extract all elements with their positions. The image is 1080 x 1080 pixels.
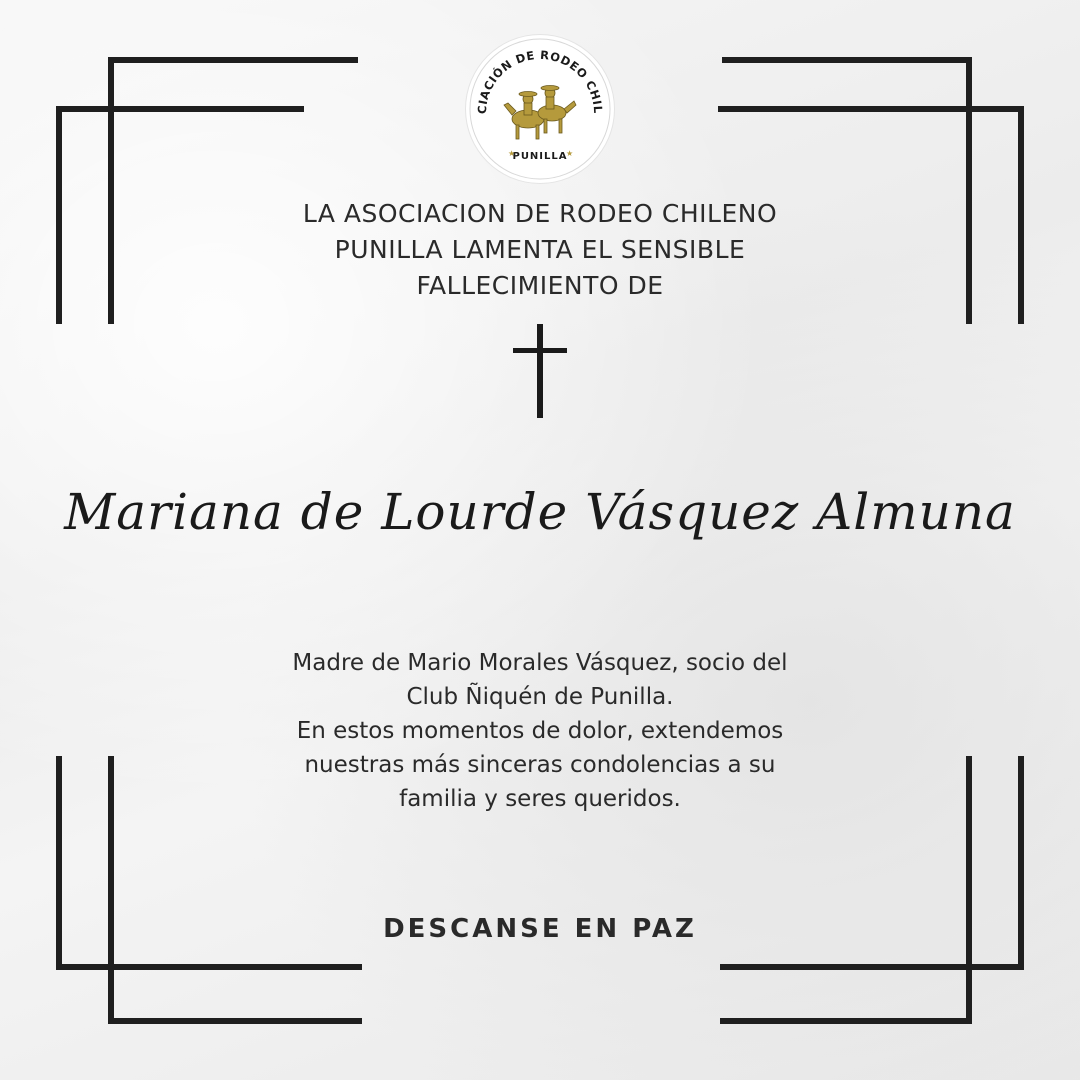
condolence-message: [190, 646, 890, 816]
logo-ring-text: CIACIÓN DE RODEO CHIL: [474, 47, 606, 115]
star-icon: ★: [508, 149, 516, 158]
star-icon: ★: [566, 149, 574, 158]
heading-line: FALLECIMIENTO DE: [416, 271, 664, 300]
association-logo: [466, 35, 614, 183]
message-line: nuestras más sinceras condolencias a su: [304, 752, 776, 778]
message-line: Club Ñiquén de Punilla.: [406, 684, 674, 710]
rodeo-emblem-icon: [466, 35, 614, 183]
heading-line: PUNILLA LAMENTA EL SENSIBLE: [334, 235, 746, 264]
rest-in-peace-text: DESCANSE EN PAZ: [383, 914, 697, 944]
message-line: Madre de Mario Morales Vásquez, socio del: [292, 650, 788, 676]
latin-cross-icon: [513, 324, 567, 418]
heading-line: LA ASOCIACION DE RODEO CHILENO: [302, 199, 778, 228]
message-line: familia y seres queridos.: [399, 786, 681, 812]
message-line: En estos momentos de dolor, extendemos: [296, 718, 784, 744]
announcement-heading: [140, 196, 940, 304]
logo-bottom-text: PUNILLA: [512, 151, 568, 162]
deceased-name: Mariana de Lourde Vásquez Almuna: [64, 483, 1016, 541]
